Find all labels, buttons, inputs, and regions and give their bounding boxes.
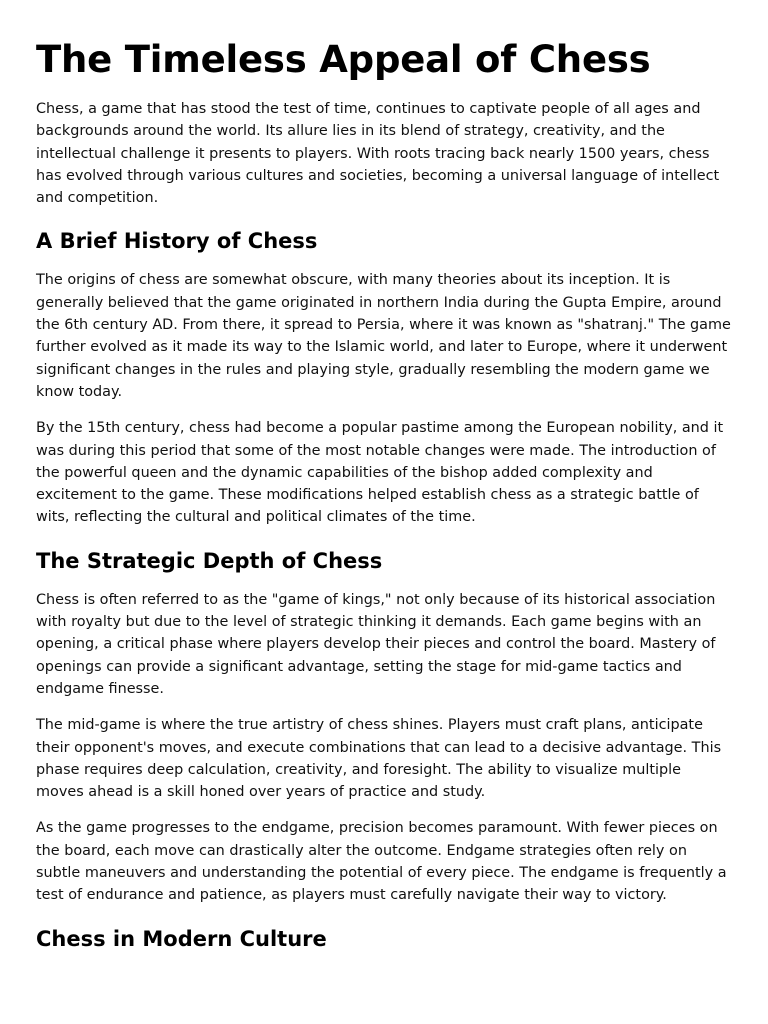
- history-paragraph-1: The origins of chess are somewhat obscure, with many theories about its inception. It is generally believed that the game originated in northern India during the Gupta Empire, around the 6th century AD. From there, it spread to Persia, where it was known as "shatranj." The game further evolved as it made its way to the Islamic world, and later to Europe, where it underwent significant changes in the rules and playing style, gradually resembling the modern game we know today.: [36, 272, 731, 400]
- section-heading-history: A Brief History of Chess: [36, 229, 318, 254]
- history-paragraph-2: By the 15th century, chess had become a popular pastime among the European nobility, and it was during this period that some of the most notable changes were made. The introduction of the powerful queen and the dynamic capabilities of the bishop added complexity and excitement to the game. These modifications helped establish chess as a strategic battle of wits, reflecting the cultural and political climates of the time.: [36, 420, 724, 526]
- intro-paragraph: Chess, a game that has stood the test of time, continues to captivate people of all ages and backgrounds around the world. Its allure lies in its blend of strategy, creativity, and the intellectual challenge it presents to players. With roots tracing back nearly 1500 years, chess has evolved through various cultures and societies, becoming a universal language of intellect and competition.: [36, 101, 720, 207]
- strategy-paragraph-2: The mid-game is where the true artistry of chess shines. Players must craft plans, anticipate their opponent's moves, and execute combinations that can lead to a decisive advantage. This phase requires deep calculation, creativity, and foresight. The ability to visualize multiple moves ahead is a skill honed over years of practice and study.: [36, 717, 722, 801]
- section-heading-strategy: The Strategic Depth of Chess: [36, 548, 383, 573]
- article-title: The Timeless Appeal of Chess: [36, 38, 651, 81]
- section-heading-modern-culture: Chess in Modern Culture: [36, 926, 327, 951]
- strategy-paragraph-3: As the game progresses to the endgame, precision becomes paramount. With fewer pieces on the board, each move can drastically alter the outcome. Endgame strategies often rely on subtle maneuvers and understanding the potential of every piece. The endgame is frequently a test of endurance and patience, as players must carefully navigate their way to victory.: [36, 820, 727, 904]
- strategy-paragraph-1: Chess is often referred to as the "game of kings," not only because of its historical association with royalty but due to the level of strategic thinking it demands. Each game begins with an opening, a critical phase where players develop their pieces and control the board. Mastery of openings can provide a significant advantage, setting the stage for mid-game tactics and endgame finesse.: [36, 591, 716, 697]
